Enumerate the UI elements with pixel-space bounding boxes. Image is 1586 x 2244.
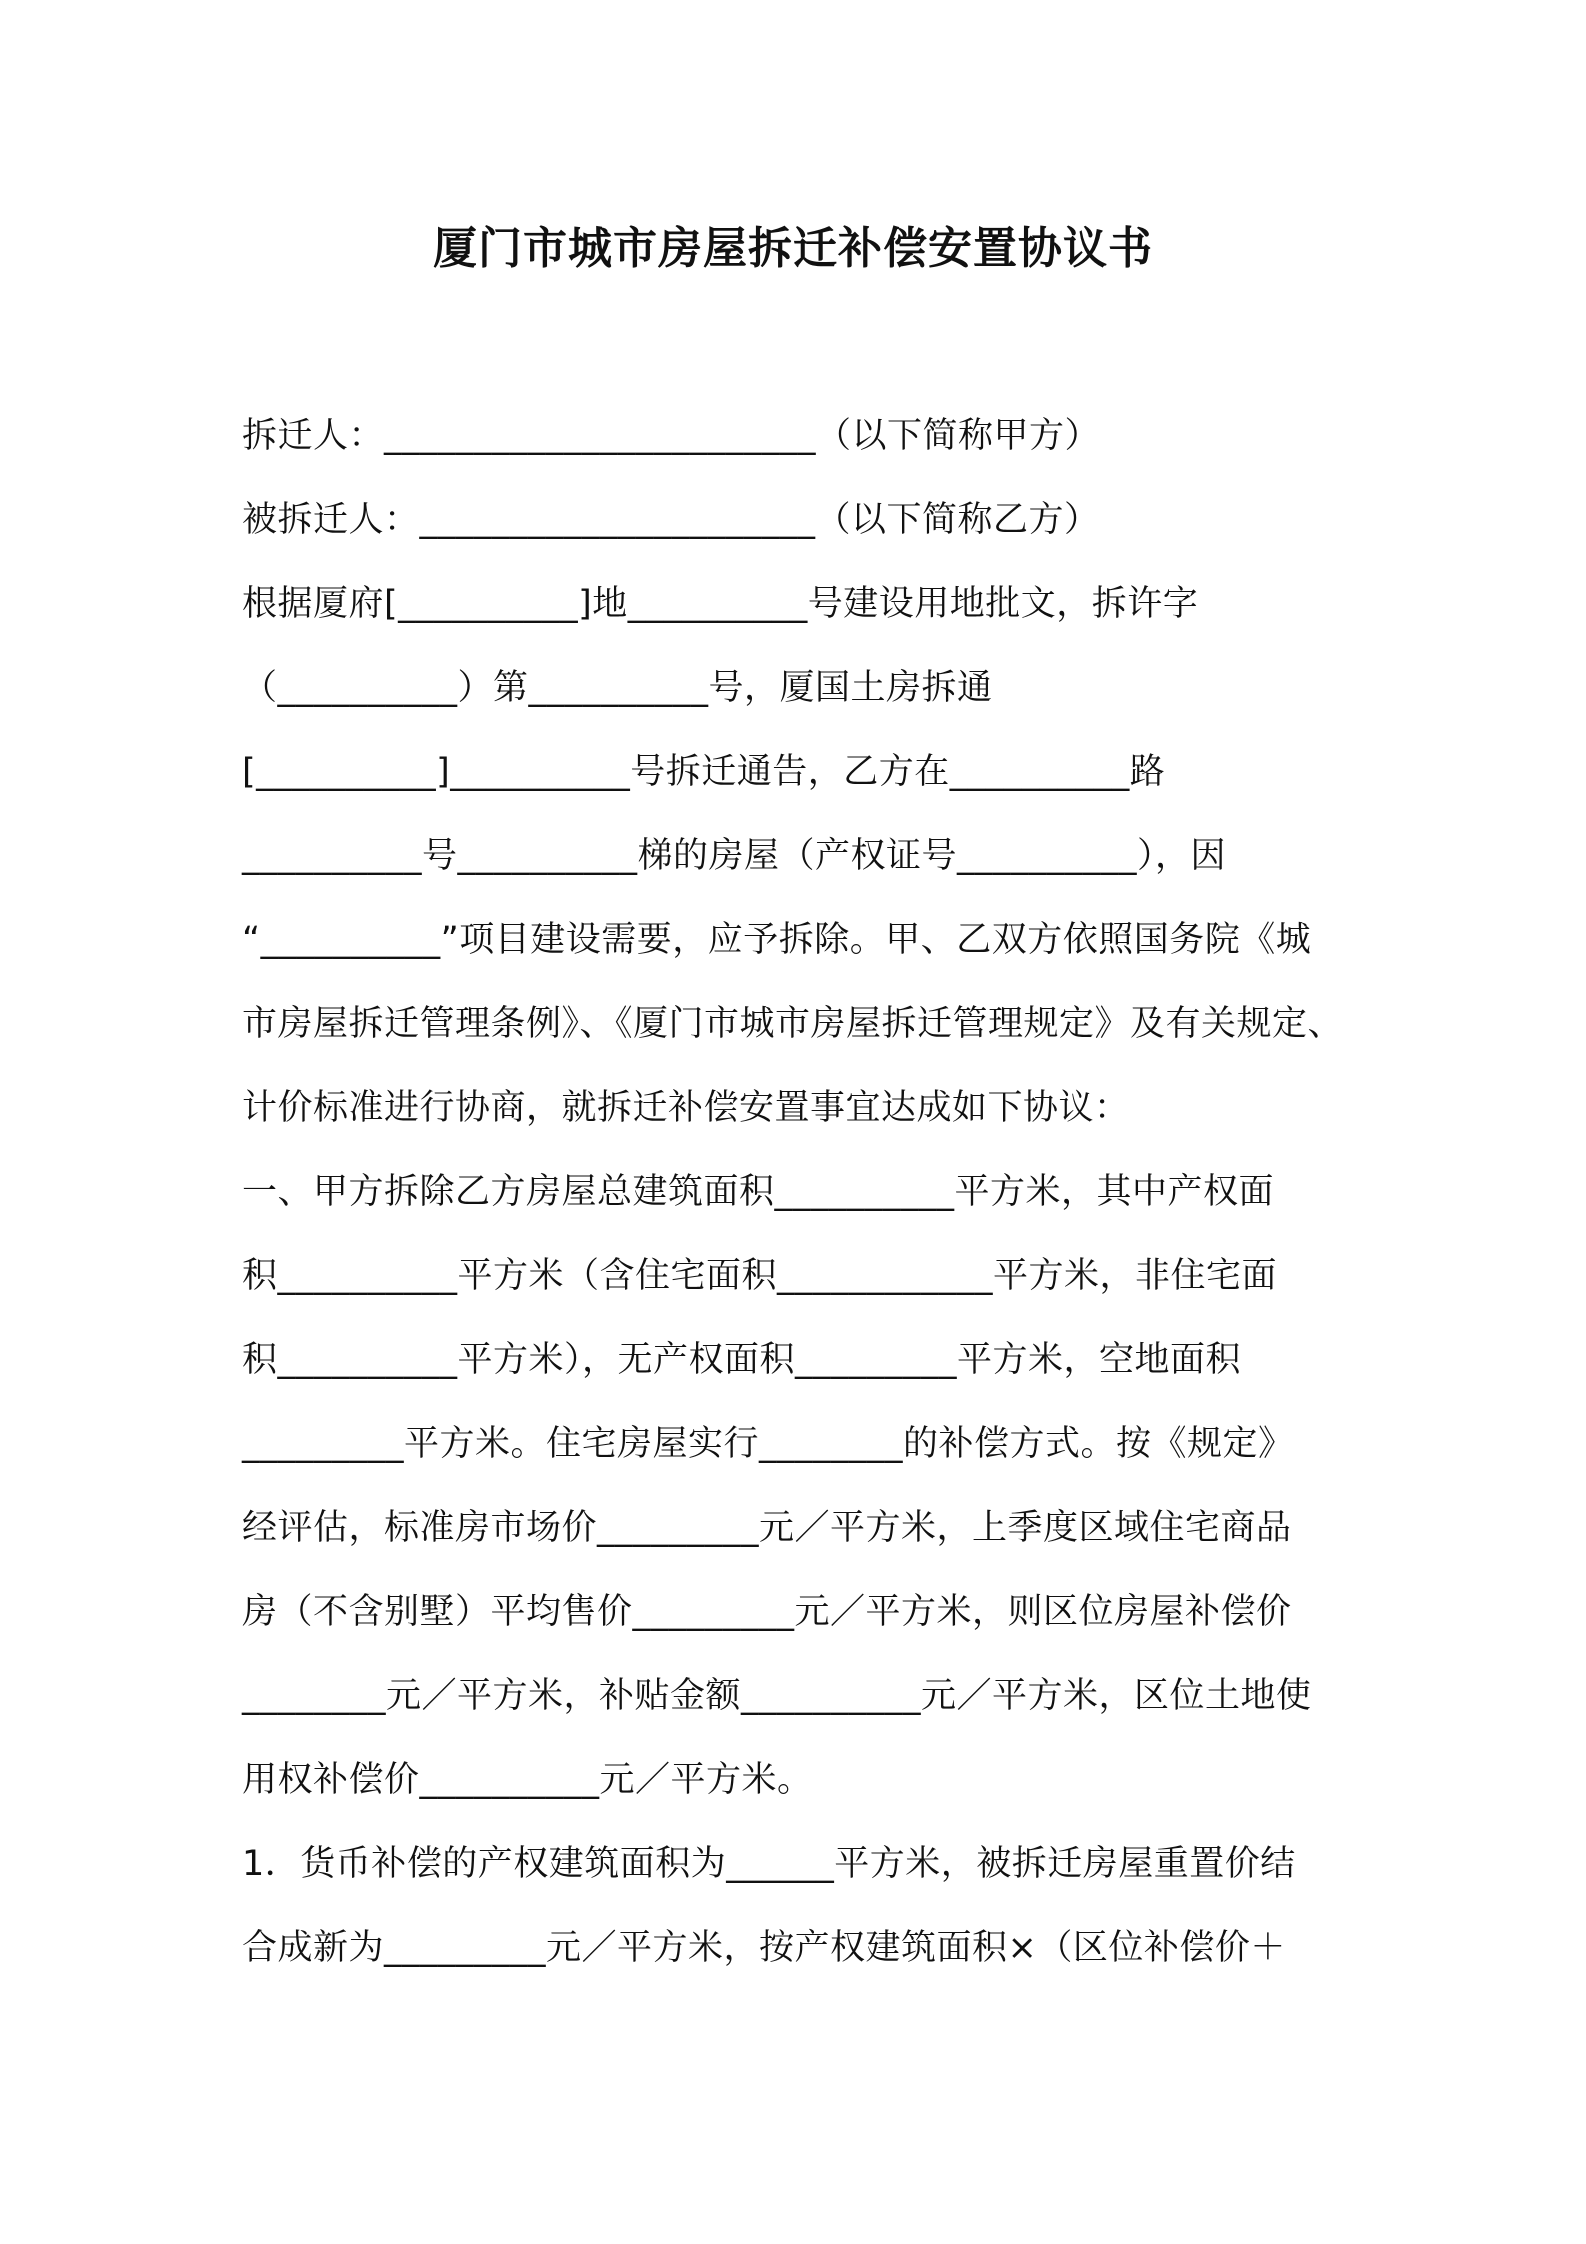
body-line: （__________）第__________号，厦国土房拆通 [242, 668, 993, 708]
body-line: 根据厦府[__________]地__________号建设用地批文，拆许字 [242, 584, 1199, 624]
body-line: “__________”项目建设需要，应予拆除。甲、乙双方依照国务院《城 [242, 920, 1312, 960]
body-line: 用权补偿价__________元／平方米。 [242, 1760, 813, 1800]
document-title: 厦门市城市房屋拆迁补偿安置协议书 [433, 223, 1153, 274]
body-line: __________号__________梯的房屋（产权证号__________），因 [242, 836, 1227, 876]
body-line: 经评估，标准房市场价_________元／平方米，上季度区域住宅商品 [242, 1508, 1292, 1548]
body-line: 积__________平方米），无产权面积_________平方米，空地面积 [242, 1340, 1242, 1380]
body-line: 市房屋拆迁管理条例》、《厦门市城市房屋拆迁管理规定》及有关规定、 [242, 1004, 1344, 1044]
body-line: ________元／平方米，补贴金额__________元／平方米，区位土地使 [242, 1676, 1312, 1716]
clause-one-line: 一、甲方拆除乙方房屋总建筑面积__________平方米，其中产权面 [242, 1172, 1275, 1212]
party-a-line: 拆迁人：________________________（以下简称甲方） [242, 416, 1101, 456]
party-b-line: 被拆迁人：______________________（以下简称乙方） [242, 500, 1100, 540]
body-line: 计价标准进行协商，就拆迁补偿安置事宜达成如下协议： [242, 1088, 1130, 1128]
clause-1-line: 1．货币补偿的产权建筑面积为______平方米，被拆迁房屋重置价结 [242, 1844, 1296, 1884]
body-line: 积__________平方米（含住宅面积____________平方米，非住宅面 [242, 1256, 1278, 1296]
body-line: 房（不含别墅）平均售价_________元／平方米，则区位房屋补偿价 [242, 1592, 1292, 1632]
body-line: [__________]__________号拆迁通告，乙方在__________路 [242, 752, 1166, 792]
body-line: 合成新为_________元／平方米，按产权建筑面积×（区位补偿价＋ [242, 1928, 1286, 1968]
body-line: _________平方米。住宅房屋实行________的补偿方式。按《规定》 [242, 1424, 1294, 1464]
